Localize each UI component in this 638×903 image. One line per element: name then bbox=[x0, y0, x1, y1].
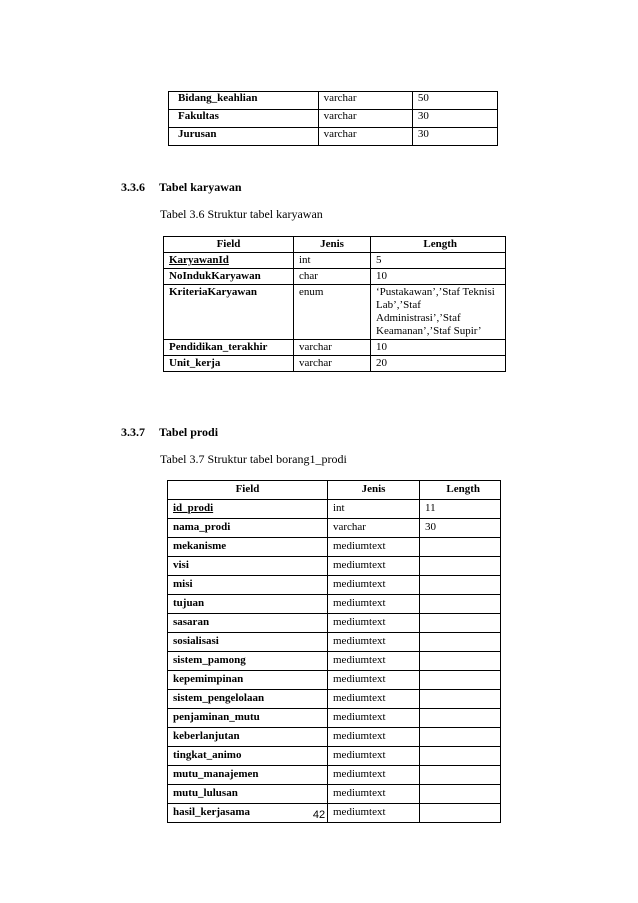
field-name-cell: Bidang_keahlian bbox=[169, 92, 319, 110]
length-cell bbox=[420, 671, 501, 690]
header-jenis: Jenis bbox=[328, 481, 420, 500]
length-cell bbox=[420, 652, 501, 671]
section-heading-337 bbox=[121, 425, 218, 440]
length-cell: 30 bbox=[412, 110, 497, 128]
table-row bbox=[169, 128, 498, 146]
length-cell: 11 bbox=[420, 500, 501, 519]
length-cell bbox=[420, 557, 501, 576]
previous-table-body bbox=[169, 92, 498, 146]
type-cell: mediumtext bbox=[328, 728, 420, 747]
table-row bbox=[168, 614, 501, 633]
length-cell: 20 bbox=[371, 356, 506, 372]
field-name-cell: tujuan bbox=[168, 595, 328, 614]
table-caption-36: Tabel 3.6 Struktur tabel karyawan bbox=[160, 207, 323, 221]
length-cell: 5 bbox=[371, 253, 506, 269]
type-cell: mediumtext bbox=[328, 766, 420, 785]
table-row bbox=[168, 690, 501, 709]
type-cell: mediumtext bbox=[328, 690, 420, 709]
type-cell: varchar bbox=[318, 92, 412, 110]
type-cell: mediumtext bbox=[328, 595, 420, 614]
table-row bbox=[168, 538, 501, 557]
length-cell bbox=[420, 709, 501, 728]
table-row bbox=[168, 595, 501, 614]
prodi-table bbox=[167, 480, 501, 823]
field-name-cell: mutu_lulusan bbox=[168, 785, 328, 804]
field-name-cell: sistem_pengelolaan bbox=[168, 690, 328, 709]
type-cell: int bbox=[294, 253, 371, 269]
length-cell bbox=[420, 576, 501, 595]
karyawan-table-body bbox=[164, 253, 506, 372]
type-cell: mediumtext bbox=[328, 576, 420, 595]
previous-table bbox=[168, 91, 498, 146]
field-name-cell: misi bbox=[168, 576, 328, 595]
field-name-cell: KaryawanId bbox=[164, 253, 294, 269]
table-row bbox=[168, 671, 501, 690]
length-cell bbox=[420, 785, 501, 804]
type-cell: varchar bbox=[328, 519, 420, 538]
table-row bbox=[164, 340, 506, 356]
field-name-cell: Pendidikan_terakhir bbox=[164, 340, 294, 356]
table-row bbox=[168, 557, 501, 576]
type-cell: char bbox=[294, 269, 371, 285]
type-cell: mediumtext bbox=[328, 671, 420, 690]
type-cell: mediumtext bbox=[328, 652, 420, 671]
section-number: 3.3.6 bbox=[121, 180, 145, 194]
type-cell: mediumtext bbox=[328, 785, 420, 804]
table-caption-37: Tabel 3.7 Struktur tabel borang1_prodi bbox=[160, 452, 347, 466]
table-row bbox=[168, 728, 501, 747]
section-title: Tabel karyawan bbox=[159, 180, 242, 194]
field-name-cell: kepemimpinan bbox=[168, 671, 328, 690]
table-row bbox=[168, 519, 501, 538]
table-header-row bbox=[164, 237, 506, 253]
table-row bbox=[168, 652, 501, 671]
table-row bbox=[168, 576, 501, 595]
type-cell: mediumtext bbox=[328, 614, 420, 633]
table-row bbox=[169, 110, 498, 128]
field-name-cell: mekanisme bbox=[168, 538, 328, 557]
header-jenis: Jenis bbox=[294, 237, 371, 253]
length-cell: 30 bbox=[412, 128, 497, 146]
table-row bbox=[168, 709, 501, 728]
header-field: Field bbox=[164, 237, 294, 253]
length-cell bbox=[420, 614, 501, 633]
type-cell: varchar bbox=[318, 110, 412, 128]
page-number: 42 bbox=[312, 809, 326, 821]
length-cell bbox=[420, 690, 501, 709]
length-cell: 10 bbox=[371, 340, 506, 356]
table-header-row bbox=[168, 481, 501, 500]
karyawan-table bbox=[163, 236, 506, 372]
field-name-cell: KriteriaKaryawan bbox=[164, 285, 294, 340]
type-cell: varchar bbox=[318, 128, 412, 146]
type-cell: enum bbox=[294, 285, 371, 340]
header-length: Length bbox=[420, 481, 501, 500]
type-cell: mediumtext bbox=[328, 538, 420, 557]
length-cell: 50 bbox=[412, 92, 497, 110]
field-name-cell: penjaminan_mutu bbox=[168, 709, 328, 728]
field-name-cell: hasil_kerjasama bbox=[168, 804, 328, 823]
section-title: Tabel prodi bbox=[159, 425, 219, 439]
prodi-table-body bbox=[168, 500, 501, 823]
length-cell bbox=[420, 595, 501, 614]
section-heading-336 bbox=[121, 180, 242, 195]
table-row bbox=[168, 766, 501, 785]
table-row bbox=[168, 747, 501, 766]
section-number: 3.3.7 bbox=[121, 425, 145, 439]
length-cell bbox=[420, 766, 501, 785]
length-cell bbox=[420, 747, 501, 766]
type-cell: varchar bbox=[294, 356, 371, 372]
field-name-cell: sasaran bbox=[168, 614, 328, 633]
type-cell: mediumtext bbox=[328, 557, 420, 576]
table-row bbox=[164, 253, 506, 269]
field-name-cell: sosialisasi bbox=[168, 633, 328, 652]
table-row bbox=[164, 285, 506, 340]
field-name-cell: NoIndukKaryawan bbox=[164, 269, 294, 285]
field-name-cell: id_prodi bbox=[168, 500, 328, 519]
length-cell: 30 bbox=[420, 519, 501, 538]
field-name-cell: Unit_kerja bbox=[164, 356, 294, 372]
header-length: Length bbox=[371, 237, 506, 253]
type-cell: mediumtext bbox=[328, 804, 420, 823]
field-name-cell: tingkat_animo bbox=[168, 747, 328, 766]
length-cell: ‘Pustakawan’,’Staf Teknisi Lab’,’Staf Administrasi’,’Staf Keamanan’,’Staf Supir’ bbox=[371, 285, 506, 340]
length-cell: 10 bbox=[371, 269, 506, 285]
field-name-cell: visi bbox=[168, 557, 328, 576]
type-cell: mediumtext bbox=[328, 633, 420, 652]
field-name-cell: keberlanjutan bbox=[168, 728, 328, 747]
table-row bbox=[164, 269, 506, 285]
table-row bbox=[169, 92, 498, 110]
field-name-cell: nama_prodi bbox=[168, 519, 328, 538]
type-cell: mediumtext bbox=[328, 709, 420, 728]
type-cell: mediumtext bbox=[328, 747, 420, 766]
table-row bbox=[164, 356, 506, 372]
field-name-cell: sistem_pamong bbox=[168, 652, 328, 671]
field-name-cell: mutu_manajemen bbox=[168, 766, 328, 785]
length-cell bbox=[420, 538, 501, 557]
length-cell bbox=[420, 728, 501, 747]
table-row bbox=[168, 785, 501, 804]
type-cell: varchar bbox=[294, 340, 371, 356]
header-field: Field bbox=[168, 481, 328, 500]
length-cell bbox=[420, 633, 501, 652]
field-name-cell: Fakultas bbox=[169, 110, 319, 128]
table-row bbox=[168, 633, 501, 652]
type-cell: int bbox=[328, 500, 420, 519]
table-row bbox=[168, 500, 501, 519]
field-name-cell: Jurusan bbox=[169, 128, 319, 146]
